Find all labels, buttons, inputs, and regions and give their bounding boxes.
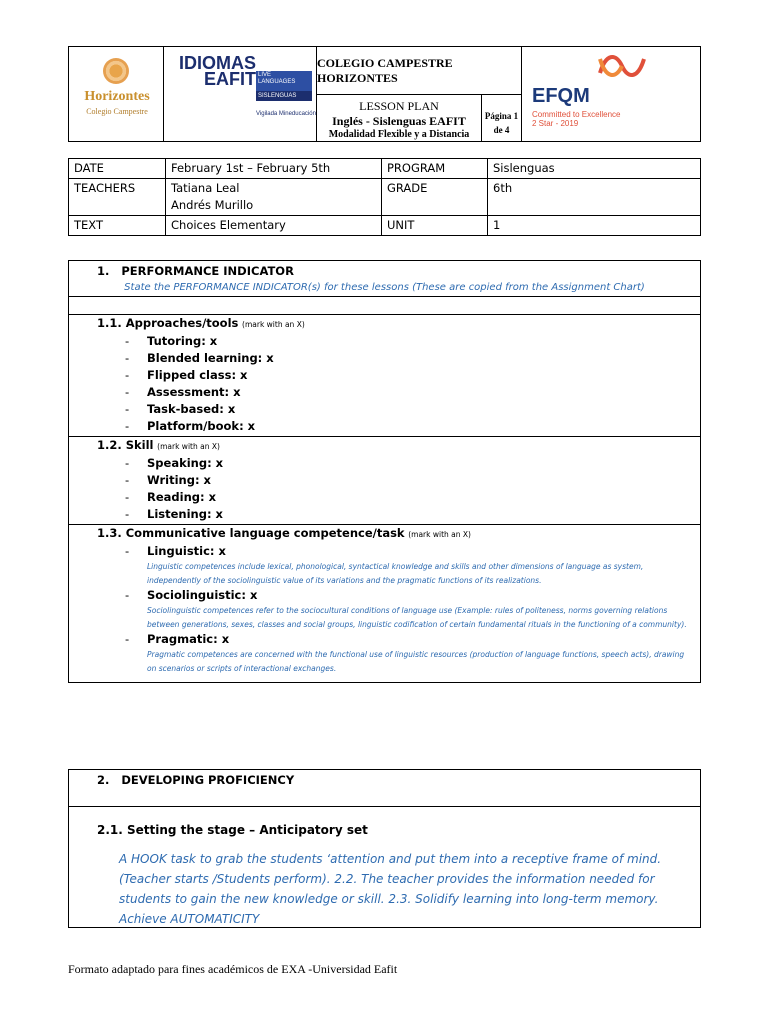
page-line2: de 4 [493,125,510,135]
live-languages-label [256,71,312,91]
list-item [69,333,700,350]
footer-note: Formato adaptado para fines académicos de EXA -Universidad Eafit [68,962,398,976]
efqm-logo [522,47,700,141]
grade-value: 6th [488,179,701,216]
school-name: COLEGIO CAMPESTRE HORIZONTES [317,47,521,95]
mark-note: (mark with an X) [408,530,471,539]
skill-section [69,437,700,525]
lesson-plan-block [317,95,521,141]
text-label: TEXT [69,216,166,236]
approach-item: Tutoring: x [147,334,218,348]
sislenguas-label: SISLENGUAS [256,91,312,101]
list-item [69,506,700,523]
section-title: 1. PERFORMANCE INDICATOR [97,264,294,278]
linguistic-description: Linguistic competences include lexical, phonological, syntactical knowledge and skills and other dimensions of language as system, independently of the sociolinguistic value of its variations and the pragmatic functions of its realizations. [147,562,644,585]
skill-item: Speaking: x [147,456,224,470]
unit-value: 1 [488,216,701,236]
setting-stage-text: A HOOK task to grab the students ‘attention and put them into a receptive frame of mind. (Teacher starts /Students perform). 2.2. The teacher provides the information needed for students to gain the new knowledge or skill. 2.3. Solidify learning into long-term memory. Achieve AUTOMATICITY [119,852,662,926]
performance-header [69,261,700,297]
live-line1: LIVE [258,72,272,78]
page-number [482,95,521,141]
setting-stage-heading: 2.1. Setting the stage – Anticipatory set [97,823,368,837]
header-center [317,47,522,141]
list-item [69,401,700,418]
vigilada-text: Vigilada Mineducación [256,111,316,117]
page-line1: Página 1 [484,111,519,121]
idiomas-line2: EAFIT [204,69,256,89]
efqm-commitment [532,110,620,128]
grade-label: GRADE [382,179,488,216]
skill-title: 1.2. Skill [97,438,154,452]
unit-label: UNIT [382,216,488,236]
pragmatic-item: Pragmatic: x [147,632,230,646]
approaches-section [69,315,700,437]
pragmatic-description: Pragmatic competences are concerned with the functional use of linguistic resources (production of language functions, speech acts), drawing on scenarios or scripts of interactional exchanges. [147,650,685,673]
performance-hint: State the PERFORMANCE INDICATOR(s) for these lessons (These are copied from the Assignment Chart) [124,282,645,293]
teacher-name: Tatiana Leal [171,181,240,195]
teachers-value [166,179,382,216]
sociolinguistic-description: Sociolinguistic competences refer to the sociocultural conditions of language use (Example: rules of politeness, norms governing relations between generations, sexes, classes and social groups, linguistic codification of certain fundamental rituals in the functioning of a community). [147,606,687,629]
list-item [69,631,700,648]
list-item [69,418,700,435]
developing-header [69,770,700,807]
approach-item: Assessment: x [147,385,241,399]
efqm-line2: 2 Star - 2019 [532,119,579,128]
competence-title: 1.3. Communicative language competence/task [97,526,405,540]
program-value: Sislenguas [488,159,701,179]
performance-indicator-section [68,260,701,683]
teachers-label: TEACHERS [69,179,166,216]
list-item [69,587,700,604]
list-item [69,472,700,489]
linguistic-item: Linguistic: x [147,544,226,558]
competence-heading [69,525,700,543]
table-row [69,216,701,236]
subject-title: Inglés - Sislenguas EAFIT [332,114,466,128]
skill-item: Listening: x [147,507,223,521]
idiomas-wordmark [174,55,256,87]
date-label: DATE [69,159,166,179]
text-value: Choices Elementary [166,216,382,236]
performance-blank-row [69,297,700,315]
horizontes-logo [69,47,164,141]
competence-section [69,525,700,675]
skill-item: Writing: x [147,473,211,487]
skill-heading [69,437,700,455]
approach-item: Flipped class: x [147,368,248,382]
approaches-heading [69,315,700,333]
document-header [68,46,701,142]
approaches-title: 1.1. Approaches/tools [97,316,239,330]
horizontes-title: Horizontes [84,89,150,104]
lesson-plan-title: LESSON PLAN [359,99,439,113]
developing-proficiency-section [68,769,701,928]
lesson-info-table [68,158,701,236]
idiomas-line1: IDIOMAS [178,53,256,73]
program-label: PROGRAM [382,159,488,179]
approach-item: Platform/book: x [147,419,256,433]
approach-item: Task-based: x [147,402,236,416]
modality-text: Modalidad Flexible y a Distancia [328,129,470,140]
idiomas-eafit-logo [164,47,317,141]
horizontes-subtitle: Colegio Campestre [86,107,148,116]
list-item [69,384,700,401]
sociolinguistic-item: Sociolinguistic: x [147,588,258,602]
list-item [69,350,700,367]
mark-note: (mark with an X) [157,442,220,451]
approach-item: Blended learning: x [147,351,274,365]
teacher-name: Andrés Murillo [171,198,254,212]
table-row [69,159,701,179]
sun-icon [103,58,129,84]
date-value: February 1st – February 5th [166,159,382,179]
live-line2: LANGUAGES [258,79,296,85]
efqm-wordmark: EFQM [532,85,590,107]
live-languages-badge [256,71,312,101]
efqm-mark-icon [592,51,652,81]
list-item [69,455,700,472]
skill-item: Reading: x [147,490,217,504]
list-item [69,489,700,506]
table-row [69,179,701,216]
section-title: 2. DEVELOPING PROFICIENCY [97,773,295,787]
efqm-line1: Committed to Excellence [532,110,621,119]
list-item [69,367,700,384]
lesson-plan-title-block [317,95,482,141]
mark-note: (mark with an X) [242,320,305,329]
list-item [69,543,700,560]
